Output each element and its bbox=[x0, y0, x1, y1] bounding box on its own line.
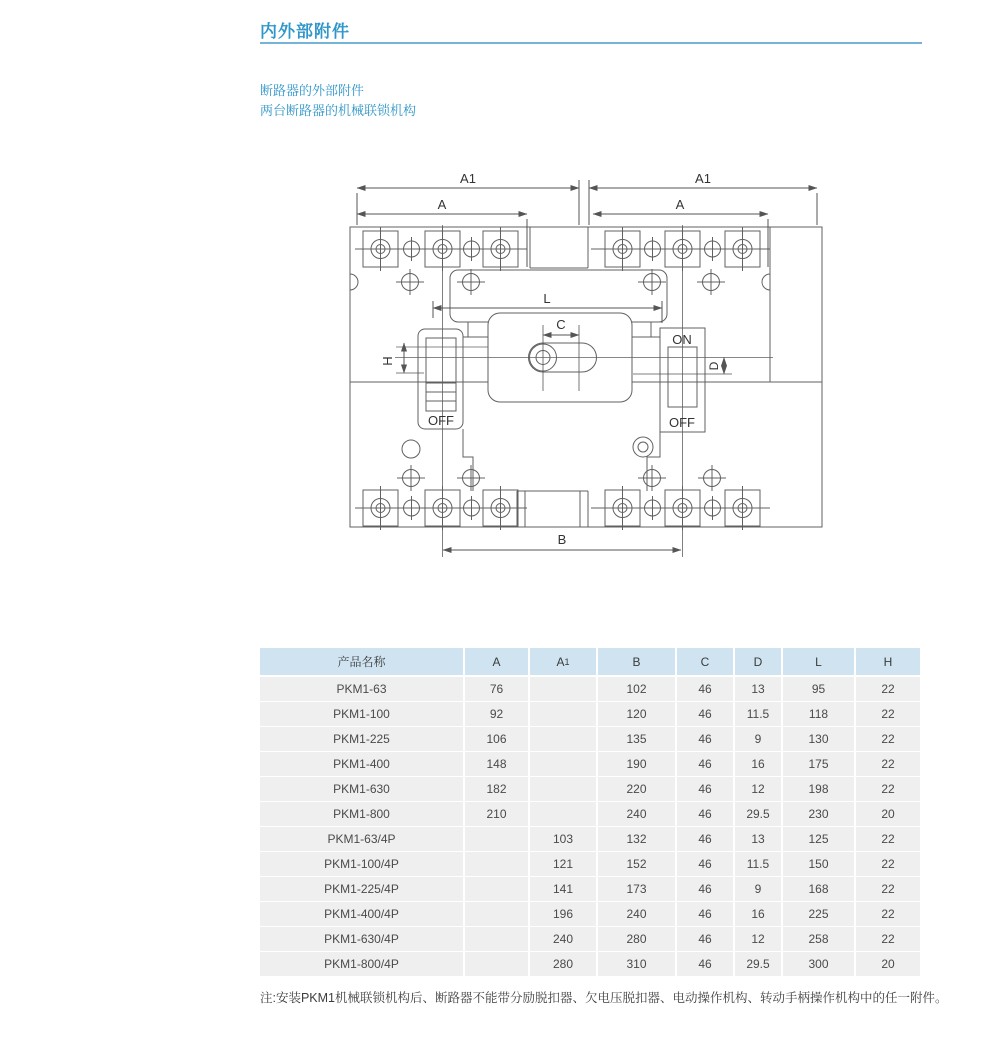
value-cell: 16 bbox=[735, 902, 781, 926]
value-cell bbox=[465, 927, 528, 951]
value-cell: 46 bbox=[677, 752, 733, 776]
toggle-label-off-left: OFF bbox=[428, 413, 454, 428]
value-cell: 22 bbox=[856, 902, 920, 926]
value-cell: 22 bbox=[856, 752, 920, 776]
value-cell: 11.5 bbox=[735, 852, 781, 876]
product-name-cell: PKM1-225 bbox=[260, 727, 463, 751]
value-cell: 22 bbox=[856, 777, 920, 801]
toggle-label-on: ON bbox=[672, 332, 692, 347]
value-cell: 175 bbox=[783, 752, 854, 776]
column-header: 产品名称 bbox=[260, 648, 463, 675]
value-cell: 76 bbox=[465, 677, 528, 701]
column-header: L bbox=[783, 648, 854, 675]
value-cell bbox=[530, 702, 596, 726]
column-header: D bbox=[735, 648, 781, 675]
value-cell: 182 bbox=[465, 777, 528, 801]
subtitle-interlock-mechanism: 两台断路器的机械联锁机构 bbox=[260, 103, 417, 118]
value-cell: 152 bbox=[598, 852, 675, 876]
value-cell: 20 bbox=[856, 802, 920, 826]
value-cell: 125 bbox=[783, 827, 854, 851]
spec-table-header bbox=[260, 648, 922, 675]
value-cell: 12 bbox=[735, 927, 781, 951]
column-header: B bbox=[598, 648, 675, 675]
value-cell bbox=[465, 902, 528, 926]
column-header: H bbox=[856, 648, 920, 675]
value-cell: 46 bbox=[677, 702, 733, 726]
value-cell: 22 bbox=[856, 877, 920, 901]
value-cell: 95 bbox=[783, 677, 854, 701]
value-cell: 46 bbox=[677, 802, 733, 826]
value-cell: 46 bbox=[677, 877, 733, 901]
value-cell: 11.5 bbox=[735, 702, 781, 726]
page-title: 内外部附件 bbox=[260, 22, 350, 41]
value-cell: 132 bbox=[598, 827, 675, 851]
value-cell: 300 bbox=[783, 952, 854, 976]
column-header: A bbox=[465, 648, 528, 675]
value-cell: 29.5 bbox=[735, 802, 781, 826]
product-name-cell: PKM1-800 bbox=[260, 802, 463, 826]
value-cell: 150 bbox=[783, 852, 854, 876]
value-cell bbox=[530, 777, 596, 801]
value-cell bbox=[465, 852, 528, 876]
value-cell: 9 bbox=[735, 877, 781, 901]
value-cell bbox=[465, 877, 528, 901]
value-cell: 135 bbox=[598, 727, 675, 751]
subtitle-external-accessories: 断路器的外部附件 bbox=[260, 83, 365, 98]
product-name-cell: PKM1-225/4P bbox=[260, 877, 463, 901]
product-name-cell: PKM1-400 bbox=[260, 752, 463, 776]
value-cell: 46 bbox=[677, 852, 733, 876]
value-cell: 46 bbox=[677, 952, 733, 976]
value-cell: 198 bbox=[783, 777, 854, 801]
value-cell: 210 bbox=[465, 802, 528, 826]
product-name-cell: PKM1-400/4P bbox=[260, 902, 463, 926]
product-name-cell: PKM1-63/4P bbox=[260, 827, 463, 851]
product-name-cell: PKM1-800/4P bbox=[260, 952, 463, 976]
value-cell: 230 bbox=[783, 802, 854, 826]
value-cell: 13 bbox=[735, 827, 781, 851]
value-cell: 280 bbox=[530, 952, 596, 976]
value-cell bbox=[465, 952, 528, 976]
product-name-cell: PKM1-100/4P bbox=[260, 852, 463, 876]
value-cell: 9 bbox=[735, 727, 781, 751]
value-cell: 46 bbox=[677, 902, 733, 926]
dim-label-d: D bbox=[707, 361, 721, 371]
value-cell: 118 bbox=[783, 702, 854, 726]
value-cell: 46 bbox=[677, 927, 733, 951]
value-cell: 22 bbox=[856, 827, 920, 851]
value-cell: 280 bbox=[598, 927, 675, 951]
footnote: 注:安装PKM1机械联锁机构后、断路器不能带分励脱扣器、欠电压脱扣器、电动操作机构、转动手柄操作机构中的任一附件。 bbox=[260, 991, 948, 1005]
value-cell: 168 bbox=[783, 877, 854, 901]
value-cell: 22 bbox=[856, 927, 920, 951]
dim-label-c: C bbox=[556, 317, 566, 332]
dim-label-h: H bbox=[380, 356, 395, 366]
value-cell: 148 bbox=[465, 752, 528, 776]
value-cell bbox=[530, 677, 596, 701]
value-cell: 20 bbox=[856, 952, 920, 976]
value-cell: 22 bbox=[856, 702, 920, 726]
product-name-cell: PKM1-630/4P bbox=[260, 927, 463, 951]
value-cell: 22 bbox=[856, 852, 920, 876]
spec-table-body bbox=[260, 677, 922, 976]
value-cell: 46 bbox=[677, 677, 733, 701]
value-cell bbox=[530, 752, 596, 776]
value-cell: 240 bbox=[598, 802, 675, 826]
value-cell: 102 bbox=[598, 677, 675, 701]
value-cell bbox=[530, 802, 596, 826]
dim-label-a1-right: A1 bbox=[695, 171, 711, 186]
value-cell: 22 bbox=[856, 677, 920, 701]
dim-label-b: B bbox=[557, 532, 567, 547]
value-cell: 196 bbox=[530, 902, 596, 926]
value-cell: 240 bbox=[530, 927, 596, 951]
value-cell: 310 bbox=[598, 952, 675, 976]
value-cell: 106 bbox=[465, 727, 528, 751]
value-cell: 225 bbox=[783, 902, 854, 926]
value-cell: 141 bbox=[530, 877, 596, 901]
value-cell: 29.5 bbox=[735, 952, 781, 976]
dim-label-l: L bbox=[543, 291, 551, 306]
value-cell: 46 bbox=[677, 827, 733, 851]
title-underline bbox=[260, 42, 922, 44]
product-name-cell: PKM1-63 bbox=[260, 677, 463, 701]
spec-table bbox=[260, 648, 922, 976]
value-cell bbox=[530, 727, 596, 751]
value-cell: 46 bbox=[677, 777, 733, 801]
value-cell: 130 bbox=[783, 727, 854, 751]
value-cell: 120 bbox=[598, 702, 675, 726]
value-cell: 46 bbox=[677, 727, 733, 751]
product-name-cell: PKM1-630 bbox=[260, 777, 463, 801]
dim-label-a-left: A bbox=[437, 197, 447, 212]
value-cell: 240 bbox=[598, 902, 675, 926]
column-header: A 1 bbox=[530, 648, 596, 675]
product-name-cell: PKM1-100 bbox=[260, 702, 463, 726]
dim-label-a-right: A bbox=[675, 197, 685, 212]
value-cell: 121 bbox=[530, 852, 596, 876]
value-cell: 12 bbox=[735, 777, 781, 801]
value-cell: 103 bbox=[530, 827, 596, 851]
value-cell: 13 bbox=[735, 677, 781, 701]
interlock-dimension-diagram bbox=[340, 165, 830, 565]
value-cell: 190 bbox=[598, 752, 675, 776]
value-cell: 220 bbox=[598, 777, 675, 801]
column-header: C bbox=[677, 648, 733, 675]
value-cell: 258 bbox=[783, 927, 854, 951]
value-cell: 92 bbox=[465, 702, 528, 726]
value-cell bbox=[465, 827, 528, 851]
value-cell: 16 bbox=[735, 752, 781, 776]
value-cell: 173 bbox=[598, 877, 675, 901]
value-cell: 22 bbox=[856, 727, 920, 751]
dim-label-a1-left: A1 bbox=[460, 171, 476, 186]
breaker-body bbox=[350, 225, 822, 557]
toggle-label-off-right: OFF bbox=[669, 415, 695, 430]
